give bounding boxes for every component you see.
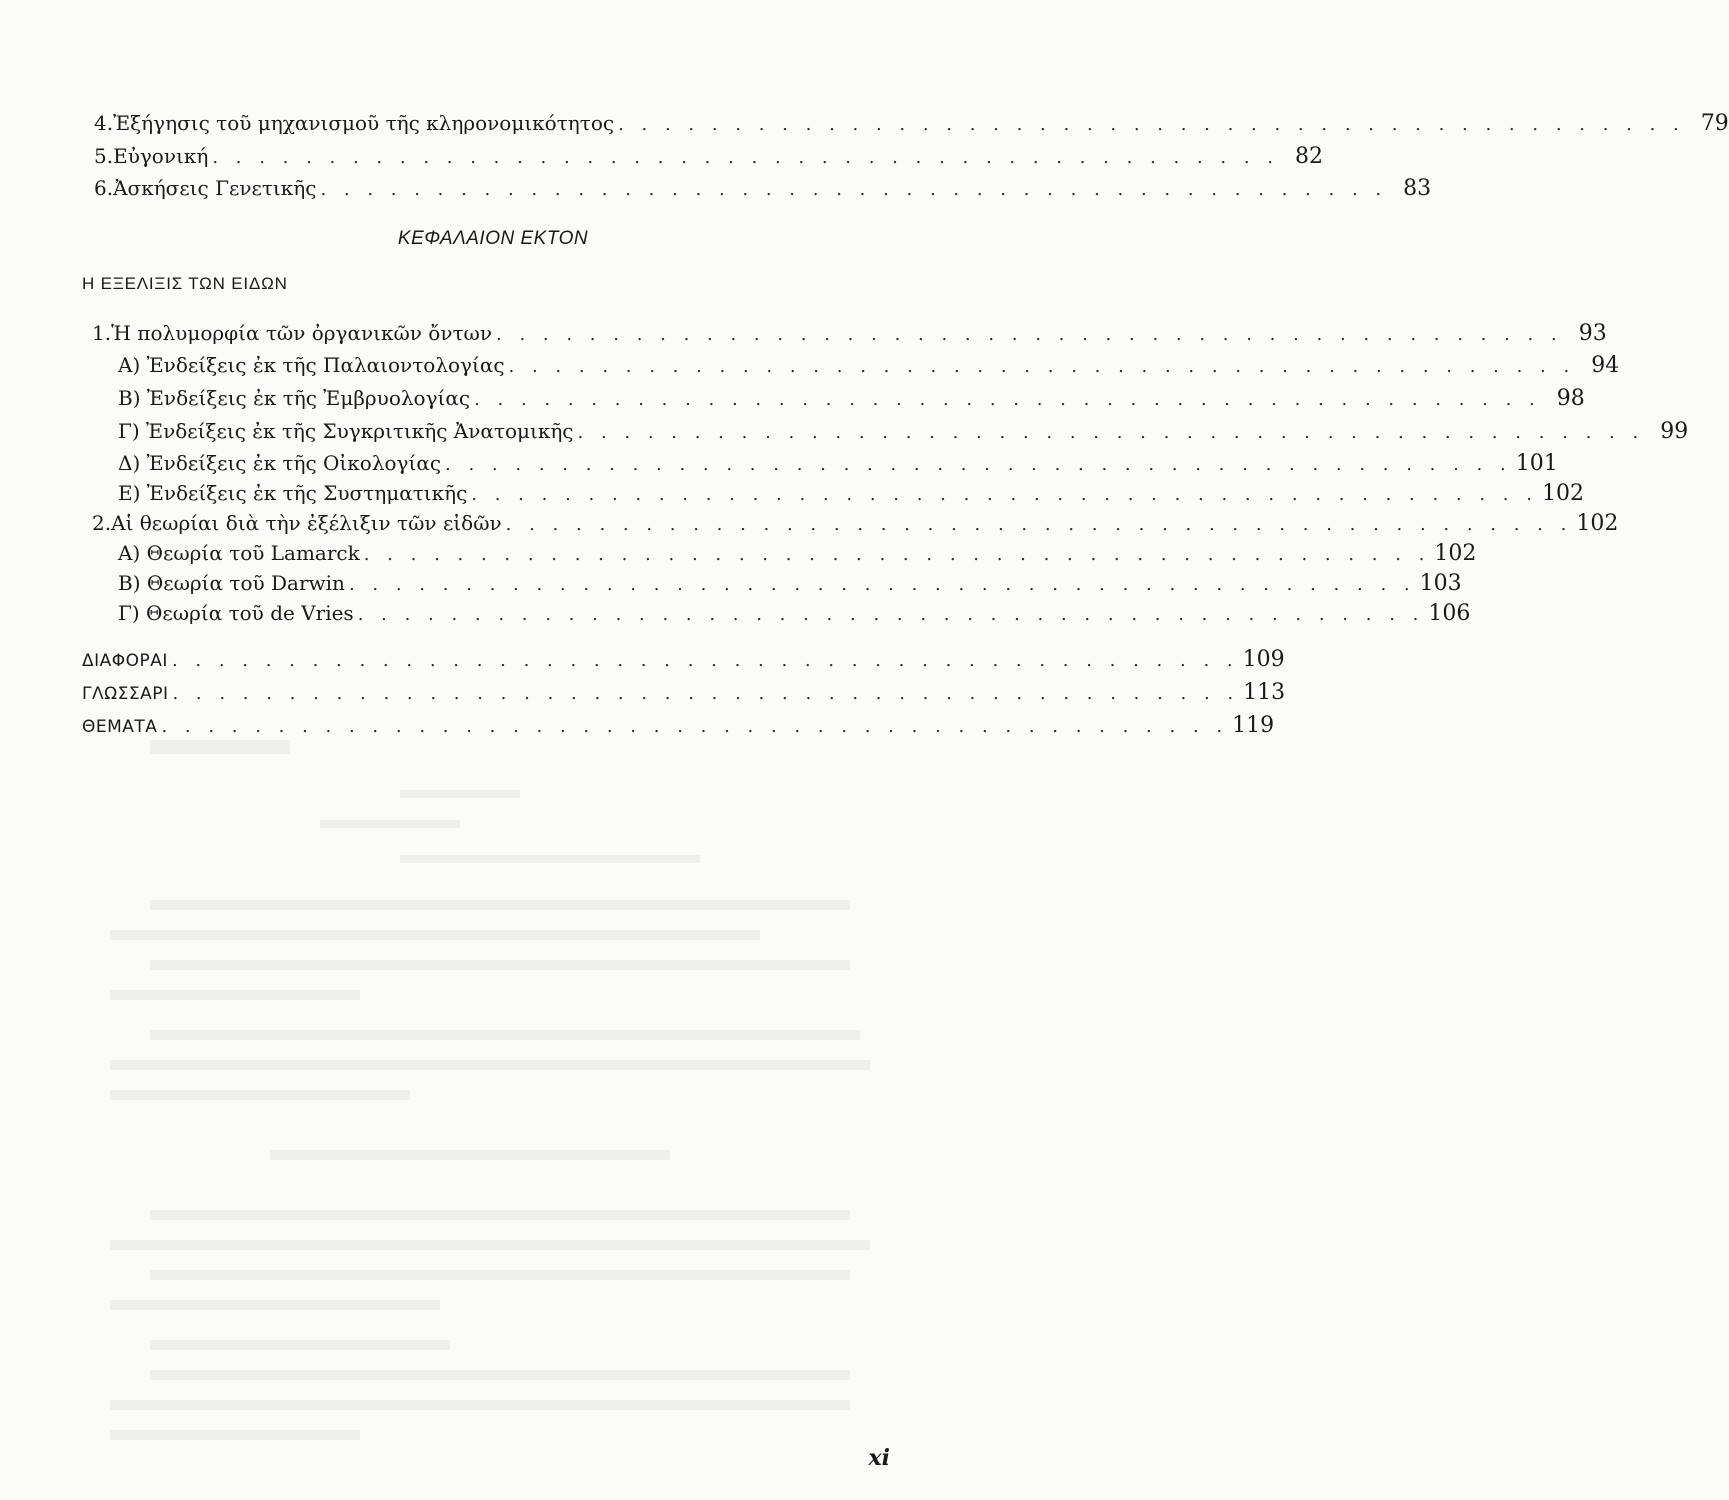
toc-entry-page: 98	[1556, 386, 1585, 411]
chapter-heading: ΚΕΦΑΛΑΙΟΝ ΕΚΤΟΝ	[397, 228, 589, 249]
toc-entry-page: 93	[1578, 321, 1607, 346]
dot-leader: . . . . . . . . . . . . . . . . . . . . . . . . . . . . . . . . . . . . . . . . . . . . . .	[471, 484, 1538, 505]
toc-entry-page: 102	[1576, 511, 1619, 536]
dot-leader: . . . . . . . . . . . . . . . . . . . . . . . . . . . . . . . . . . . . . . . . . . . . . .	[505, 514, 1573, 535]
page-number: xi	[868, 1445, 890, 1471]
toc-entry-title: Εὐγονική	[113, 144, 209, 168]
dot-leader: . . . . . . . . . . . . . . . . . . . . . . . . . . . . . . . . . . . . . . . . . . . . . .	[577, 422, 1645, 443]
toc-entry-title: Δ) Ἐνδείξεις ἐκ τῆς Οἰκολογίας	[118, 451, 442, 475]
toc-entry-page: 102	[1541, 481, 1584, 506]
toc-entry-page: 109	[1242, 647, 1285, 672]
toc-entry-title: ΘΕΜΑΤΑ	[82, 717, 158, 737]
toc-entry-page: 113	[1243, 680, 1286, 705]
toc-entry	[82, 645, 1285, 675]
toc-entry-page: 79	[1700, 111, 1729, 136]
toc-entry-title: Α) Ἐνδείξεις ἐκ τῆς Παλαιοντολογίας	[118, 353, 505, 377]
toc-entry-page: 82	[1295, 144, 1324, 169]
toc-entry-number: 2.	[92, 511, 112, 535]
toc-entry	[94, 141, 1324, 171]
toc-entry	[82, 711, 1275, 741]
toc-entry-title: Ἐξήγησις τοῦ μηχανισμοῦ τῆς κληρονομικότητος	[113, 111, 615, 135]
dot-leader: . . . . . . . . . . . . . . . . . . . . . . . . . . . . . . . . . . . . . . . . . . . . . .	[363, 544, 1431, 565]
toc-entry	[118, 478, 1584, 508]
toc-entry-number: 5.	[94, 144, 114, 168]
toc-entry-title: Β) Ἐνδείξεις ἐκ τῆς Ἐμβρυολογίας	[118, 386, 471, 410]
toc-entry-page: 83	[1403, 176, 1432, 201]
section-heading: Η ΕΞΕΛΙΞΙΣ ΤΩΝ ΕΙΔΩΝ	[82, 274, 288, 293]
toc-entry-title: Αἱ θεωρίαι διὰ τὴν ἐξέλιξιν τῶν εἰδῶν	[111, 511, 502, 535]
dot-leader: . . . . . . . . . . . . . . . . . . . . . . . . . . . . . . . . . . . . . . . . . . . . . .	[445, 454, 1512, 475]
dot-leader: . . . . . . . . . . . . . . . . . . . . . . . . . . . . . . . . . . . . . . . . . . . . . .	[508, 356, 1576, 377]
toc-entry-title: Ε) Ἐνδείξεις ἐκ τῆς Συστηματικῆς	[118, 481, 468, 505]
toc-entry	[118, 568, 1462, 598]
dot-leader: . . . . . . . . . . . . . . . . . . . . . . . . . . . . . . . . . . . . . . . . . . . . . .	[357, 604, 1425, 625]
toc-entry-title: ΔΙΑΦΟΡΑΙ	[82, 651, 168, 671]
toc-entry	[118, 538, 1477, 568]
dot-leader: . . . . . . . . . . . . . . . . . . . . . . . . . . . . . . . . . . . . . . . . . . . . . .	[172, 683, 1240, 704]
toc-entry-title: Ἡ πολυμορφία τῶν ὀργανικῶν ὄντων	[111, 321, 493, 345]
toc-entry-page: 99	[1660, 419, 1689, 444]
toc-entry	[118, 448, 1558, 478]
toc-entry-page: 119	[1232, 713, 1275, 738]
toc-entry-page: 106	[1428, 601, 1471, 626]
toc-entry	[92, 318, 1607, 348]
toc-entry-page: 101	[1515, 451, 1558, 476]
toc-entry-title: Γ) Θεωρία τοῦ de Vries	[118, 601, 354, 625]
toc-entry-title: ΓΛΩΣΣΑΡΙ	[82, 684, 169, 704]
toc-entry-number: 1.	[92, 321, 112, 345]
toc-entry-page: 94	[1591, 353, 1620, 378]
toc-entry-title: Β) Θεωρία τοῦ Darwin	[118, 571, 345, 595]
toc-entry	[118, 350, 1620, 380]
dot-leader: . . . . . . . . . . . . . . . . . . . . . . . . . . . . . . . . . . . . . . . . . . . . . .	[212, 147, 1280, 168]
toc-entry	[92, 508, 1619, 538]
toc-entry	[118, 598, 1471, 628]
toc-entry-number: 6.	[94, 176, 114, 200]
toc-entry-title: Γ) Ἐνδείξεις ἐκ τῆς Συγκριτικῆς Ἀνατομικῆς	[118, 419, 574, 443]
dot-leader: . . . . . . . . . . . . . . . . . . . . . . . . . . . . . . . . . . . . . . . . . . . . . .	[618, 114, 1685, 135]
toc-entry-number: 4.	[94, 111, 114, 135]
toc-entry	[82, 678, 1286, 708]
toc-entry	[94, 108, 1729, 138]
dot-leader: . . . . . . . . . . . . . . . . . . . . . . . . . . . . . . . . . . . . . . . . . . . . . .	[320, 179, 1388, 200]
dot-leader: . . . . . . . . . . . . . . . . . . . . . . . . . . . . . . . . . . . . . . . . . . . . . .	[496, 324, 1563, 345]
toc-entry	[118, 416, 1689, 446]
toc-entry	[118, 383, 1585, 413]
dot-leader: . . . . . . . . . . . . . . . . . . . . . . . . . . . . . . . . . . . . . . . . . . . . . .	[161, 716, 1229, 737]
dot-leader: . . . . . . . . . . . . . . . . . . . . . . . . . . . . . . . . . . . . . . . . . . . . . .	[171, 650, 1239, 671]
dot-leader: . . . . . . . . . . . . . . . . . . . . . . . . . . . . . . . . . . . . . . . . . . . . . .	[348, 574, 1416, 595]
dot-leader: . . . . . . . . . . . . . . . . . . . . . . . . . . . . . . . . . . . . . . . . . . . . . .	[474, 389, 1541, 410]
toc-entry-page: 103	[1419, 571, 1462, 596]
toc-entry-title: Α) Θεωρία τοῦ Lamarck	[118, 541, 360, 565]
toc-entry-page: 102	[1434, 541, 1477, 566]
toc-entry	[94, 173, 1432, 203]
toc-entry-title: Ἀσκήσεις Γενετικῆς	[113, 176, 317, 200]
